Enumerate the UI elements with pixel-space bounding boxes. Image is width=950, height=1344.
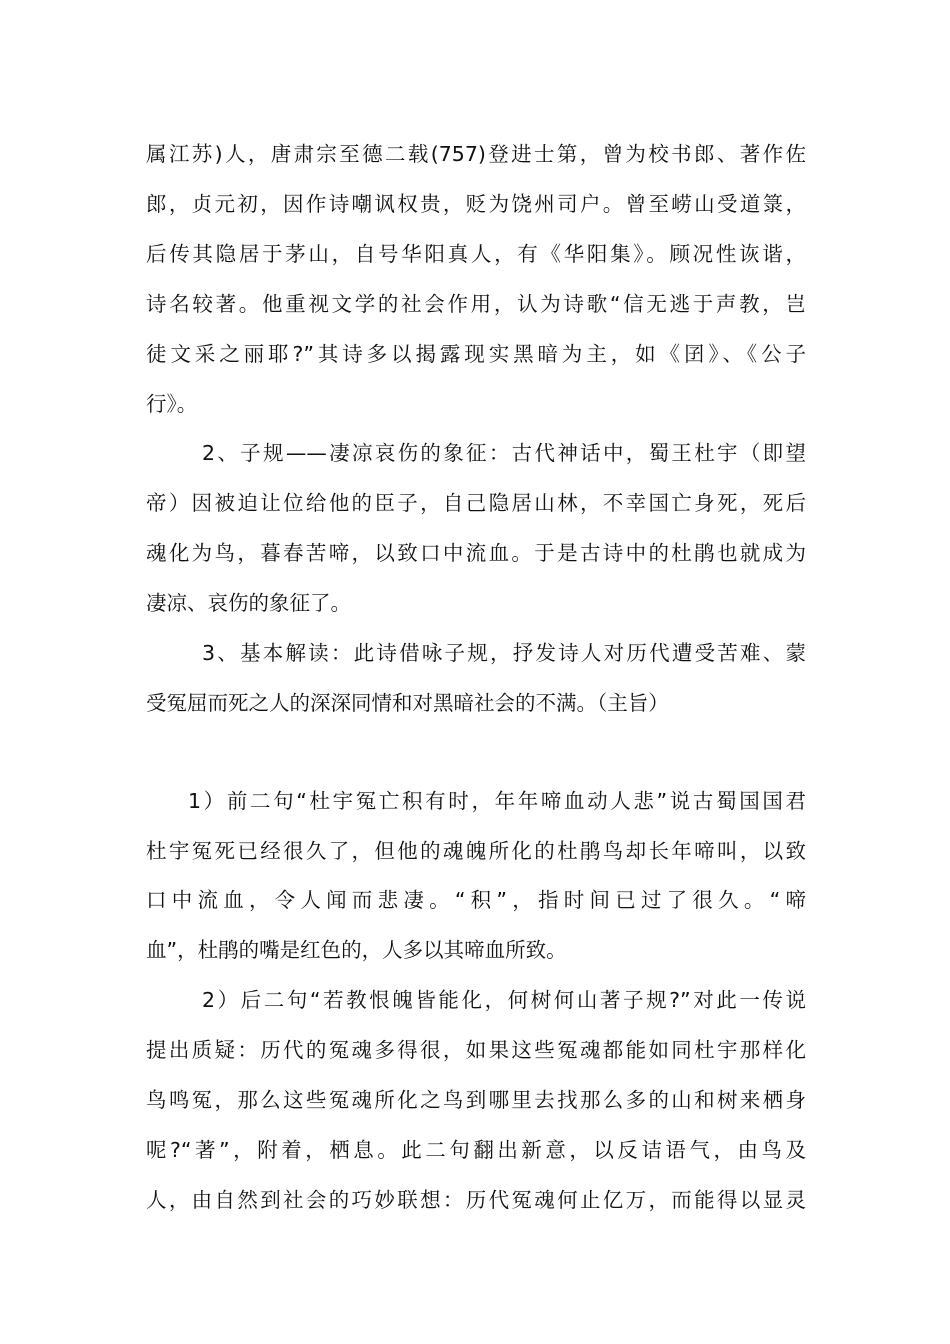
text-line: 后传其隐居于茅山，自号华阳真人，有《华阳集》。顾况性诙谐， [146, 242, 806, 266]
text-line: 魂化为鸟，暮春苦啼，以致口中流血。于是古诗中的杜鹃也就成为 [146, 541, 806, 565]
text-line: 行》。 [146, 392, 198, 416]
text-line: 2、子规——凄凉哀伤的象征：古代神话中，蜀王杜宇（即望 [202, 441, 806, 465]
text-line: 受冤屈而死之人的深深同情和对黑暗社会的不满。（主旨） [146, 691, 669, 715]
text-line: 郎，贞元初，因作诗嘲讽权贵，贬为饶州司户。曾至崂山受道箓， [146, 192, 806, 216]
text-line: 口中流血，令人闻而悲凄。“积”，指时间已过了很久。“啼 [146, 888, 806, 912]
text-line: 鸟鸣冤，那么这些冤魂所化之鸟到哪里去找那么多的山和树来栖身 [146, 1088, 806, 1112]
text-line: 属江苏)人，唐肃宗至德二载(757)登进士第，曾为校书郎、著作佐 [146, 142, 806, 166]
text-line: 徒文采之丽耶?”其诗多以揭露现实黑暗为主，如《囝》、《公子 [146, 342, 806, 366]
text-line: 提出质疑：历代的冤魂多得很，如果这些冤魂都能如同杜宇那样化 [146, 1038, 806, 1062]
text-line: 凄凉、哀伤的象征了。 [146, 591, 351, 615]
text-line: 1）前二句“杜宇冤亡积有时，年年啼血动人悲”说古蜀国国君 [188, 789, 806, 813]
text-line: 人，由自然到社会的巧妙联想：历代冤魂何止亿万，而能得以显灵 [146, 1188, 806, 1212]
text-line: 杜宇冤死已经很久了，但他的魂魄所化的杜鹃鸟却长年啼叫，以致 [146, 839, 806, 863]
text-line: 3、基本解读：此诗借咏子规，抒发诗人对历代遭受苦难、蒙 [202, 641, 806, 665]
text-line: 诗名较著。他重视文学的社会作用，认为诗歌“信无逃于声教，岂 [146, 292, 806, 316]
text-line: 2）后二句“若教恨魄皆能化，何树何山著子规?”对此一传说 [202, 988, 806, 1012]
text-line: 帝）因被迫让位给他的臣子，自己隐居山林，不幸国亡身死，死后 [146, 491, 806, 515]
text-line: 呢?“著”，附着，栖息。此二句翻出新意，以反诘语气，由鸟及 [146, 1138, 806, 1162]
text-line: 血”，杜鹃的嘴是红色的，人多以其啼血所致。 [146, 938, 567, 962]
